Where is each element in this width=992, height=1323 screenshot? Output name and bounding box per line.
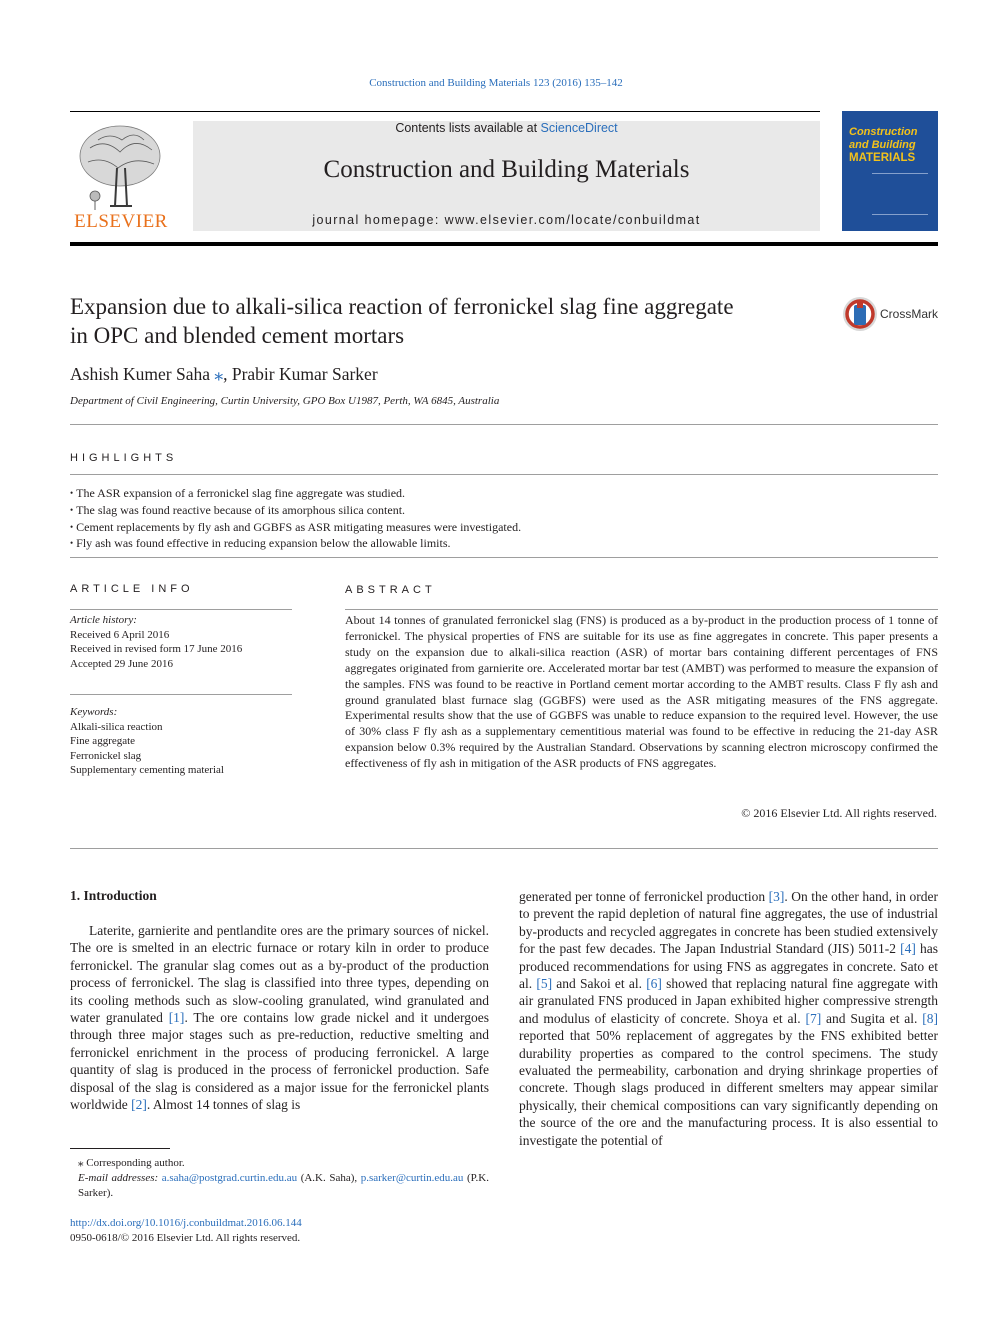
cover-line-3: MATERIALS: [849, 152, 916, 164]
elsevier-logo[interactable]: [70, 118, 172, 230]
highlight-item: • The slag was found reactive because of its amorphous silica content.: [70, 503, 930, 520]
intro-text: . The ore contains low grade nickel and it undergoes through three major stages such as pre-reduction, reductive smelting and ferronickel enrichment in the process of producing ferronickel. A large quantity of slag is produced in the process of ferronickel production. Safe disposal of the slag is considered as a major issue for the ferronickel plants worldwide: [70, 1010, 490, 1113]
article-history: [70, 613, 292, 671]
history-label: Article history:: [70, 614, 137, 626]
abstract-heading: ABSTRACT: [345, 584, 436, 596]
article-title: [70, 292, 830, 350]
footnote-rule: [70, 1148, 170, 1149]
header-rule: [70, 111, 820, 112]
intro-text: has produced recommendations for using FNS as aggregates in concrete. Sato et al.: [519, 941, 938, 992]
highlight-item: • Cement replacements by fly ash and GGBFS as ASR mitigating measures were investigated.: [70, 520, 930, 537]
corresponding-author-marker[interactable]: ⁎: [214, 364, 224, 384]
divider: [70, 694, 292, 695]
keywords: [70, 705, 292, 778]
divider: [70, 424, 938, 425]
cover-line-1: Construction: [849, 126, 918, 138]
keyword[interactable]: Alkali-silica reaction: [70, 720, 163, 733]
issn-line: 0950-0618/© 2016 Elsevier Ltd. All rights reserved.: [70, 1232, 301, 1244]
crossmark-icon: [842, 296, 878, 332]
intro-text: . On the other hand, in order to prevent the rapid depletion of natural fine aggregates, the use of industrial by-products and recycled aggregates in concrete has been studied extensively for the past few decades. The Japan Industrial Standard (JIS) 5011-2: [519, 889, 938, 957]
cover-decoration: [872, 173, 928, 215]
doi-block: [70, 1216, 302, 1246]
keyword[interactable]: Supplementary cementing material: [70, 764, 224, 776]
history-revised: Received in revised form 17 June 2016: [70, 643, 243, 655]
intro-text: reported that 50% replacement of aggregates by the FNS exhibited better durability properties as compared to the control specimens. The study evaluated the permeability, carbonation and drying shrinkage properties of concrete. Though slags produced in different smelters may appear similar physically, their chemical compositions can vary significantly depending on the source of the ore and the manufacturing process. It is also essential to investigate the potential of: [519, 1028, 938, 1148]
highlights-list: [70, 486, 930, 553]
divider: [345, 609, 938, 610]
elsevier-wordmark: ELSEVIER: [74, 211, 168, 232]
intro-text: Laterite, garnierite and pentlandite ores are the primary sources of nickel. The ore is smelted in an electric furnace or rotary kiln in order to produce ferronickel. The granular slag comes out as a by-product of the production process of ferronickel. The slag is classified into three types, depending on its cooling methods such as slow-cooling granulated, wind granulated and water granulated: [70, 923, 489, 1026]
keyword[interactable]: Ferronickel slag: [70, 749, 142, 762]
intro-text: and Sugita et al.: [821, 1010, 923, 1026]
journal-title[interactable]: Construction and Building Materials: [323, 156, 690, 183]
abstract-text: About 14 tonnes of granulated ferronickel slag (FNS) is produced as a by-product in the production process of 1 tonne of ferronickel. The physical properties of FNS are suitable for its use as fine aggregates in concrete. This paper presents a study on the expansion due to alkali-silica reaction (ASR) of mortar bars containing different percentages of FNS aggregates originated from garnierite ore. Accelerated mortar bar test (AMBT) was performed to measure the expansion of the samples. FNS was found to be reactive in Portland cement mortar according to the AMBT results. Class F fly ash and ground granulated blast furnace slag (GGBFS) were used as the ASR mitigating measures of the FNS aggregate. Experimental results show that the use of GGBFS was unable to reduce expansion to the required level. However, the use of 30% class F fly ash as a supplementary cementitious material was found to be effective in reducing the 21-day ASR expansion below 0.3% required by the Australian Standard. Observations by scanning electron microscopy confirmed the effectiveness of fly ash in mitigation of the ASR products of FNS aggregates.: [345, 613, 938, 771]
history-received: Received 6 April 2016: [70, 628, 170, 641]
journal-cover[interactable]: [842, 111, 938, 231]
email-link[interactable]: p.sarker@curtin.edu.au: [360, 1172, 464, 1184]
history-accepted: Accepted 29 June 2016: [70, 657, 173, 670]
article-title-line-2: in OPC and blended cement mortars: [70, 323, 405, 348]
intro-text: generated per tonne of ferronickel production: [519, 889, 769, 904]
citation-link[interactable]: [5]: [536, 976, 553, 992]
citation-link[interactable]: [1]: [168, 1010, 185, 1026]
divider: [70, 609, 292, 610]
intro-right-column: [519, 888, 938, 1149]
divider: [70, 557, 938, 558]
intro-text: and Sakoi et al.: [552, 976, 647, 992]
citation-link[interactable]: [6]: [646, 976, 662, 992]
sciencedirect-link[interactable]: ScienceDirect: [540, 121, 618, 135]
contents-line: [193, 121, 820, 135]
citation-link[interactable]: [8]: [922, 1010, 939, 1026]
email-link[interactable]: a.saha@postgrad.curtin.edu.au: [161, 1172, 298, 1184]
citation-link[interactable]: [3]: [768, 889, 785, 904]
author-1[interactable]: Ashish Kumer Saha: [70, 364, 210, 384]
divider: [70, 474, 938, 475]
article-info-heading: ARTICLE INFO: [70, 583, 194, 595]
journal-reference[interactable]: Construction and Building Materials 123 (2016) 135–142: [369, 77, 623, 89]
highlights-heading: HIGHLIGHTS: [70, 452, 178, 464]
doi-link[interactable]: http://dx.doi.org/10.1016/j.conbuildmat.2016.06.144: [70, 1217, 302, 1229]
author-2[interactable]: , Prabir Kumar Sarker: [223, 364, 378, 384]
contents-prefix: Contents lists available at: [395, 121, 541, 135]
intro-text: showed that replacing natural fine aggregate with air granulated FNS produced in Japan exhibited higher compressive strength and modulus of elasticity of concrete. Shoya et al.: [519, 976, 938, 1026]
header-thick-rule: [70, 242, 938, 246]
cover-line-2: and Building: [849, 139, 916, 151]
section-heading-introduction: 1. Introduction: [70, 888, 157, 903]
crossmark-badge[interactable]: [842, 296, 940, 334]
citation-link[interactable]: [4]: [900, 941, 916, 957]
citation-link[interactable]: [7]: [805, 1010, 822, 1026]
citation-link[interactable]: [2]: [131, 1097, 147, 1113]
crossmark-label: CrossMark: [880, 307, 939, 321]
email-owner: (P.K. Sarker).: [78, 1172, 489, 1199]
divider: [70, 848, 938, 849]
highlight-item: • Fly ash was found effective in reducing expansion below the allowable limits.: [70, 536, 930, 553]
footnotes: [70, 1156, 489, 1201]
keyword[interactable]: Fine aggregate: [70, 735, 136, 747]
corresponding-author-note: ⁎ Corresponding author.: [78, 1157, 185, 1169]
intro-left-column: [70, 922, 489, 1113]
email-owner: (A.K. Saha),: [297, 1172, 361, 1184]
abstract-copyright: © 2016 Elsevier Ltd. All rights reserved.: [741, 806, 937, 820]
affiliation: Department of Civil Engineering, Curtin University, GPO Box U1987, Perth, WA 6845, Australia: [70, 395, 500, 407]
highlight-item: • The ASR expansion of a ferronickel slag fine aggregate was studied.: [70, 486, 930, 503]
journal-homepage[interactable]: journal homepage: www.elsevier.com/locate/conbuildmat: [312, 213, 701, 227]
article-title-line-1: Expansion due to alkali-silica reaction of ferronickel slag fine aggregate: [70, 294, 734, 319]
keywords-label: Keywords:: [70, 706, 118, 718]
author-list: [70, 364, 378, 385]
email-label: E-mail addresses:: [78, 1172, 159, 1184]
intro-text: . Almost 14 tonnes of slag is: [146, 1097, 301, 1113]
